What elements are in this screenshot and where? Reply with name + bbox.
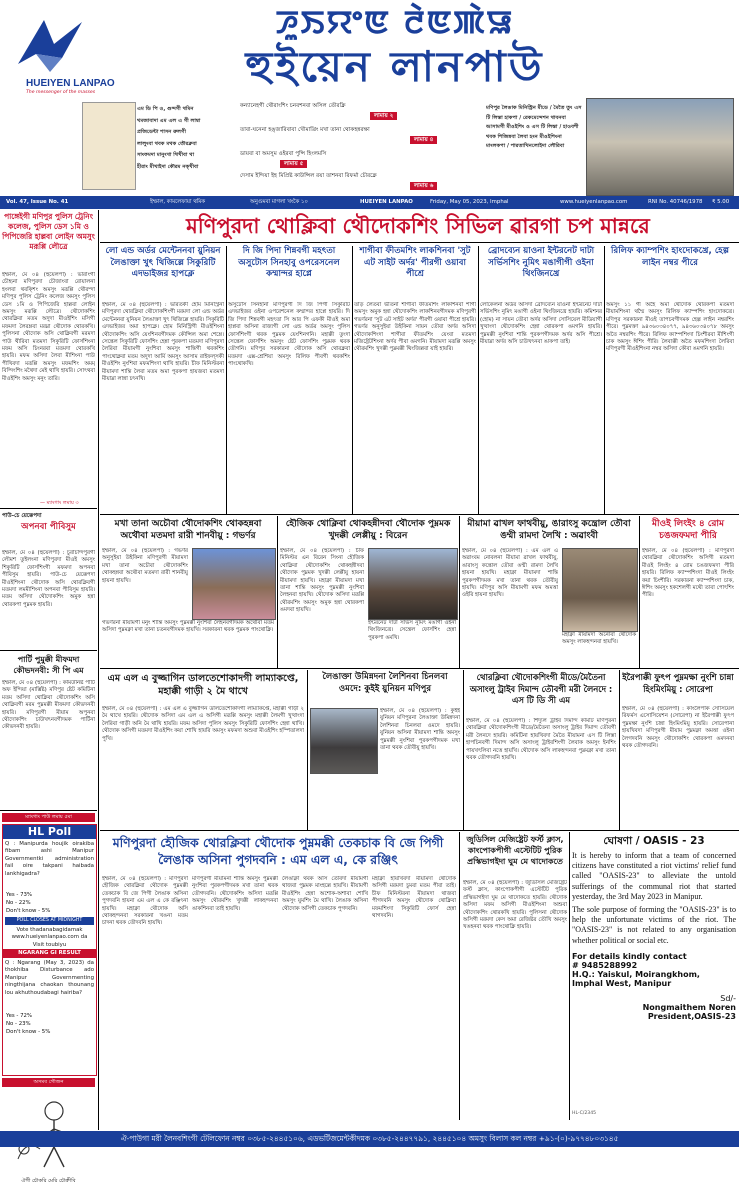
notice-code: HL-C/2345 bbox=[572, 1111, 597, 1116]
mid-story4-body: ইম্ফাল, মে ০৪ (হুয়েলপা) : মণিপুরদা থোরক্লিবা থৌদোকশিং অসিগী মতমদা মীওই লিংইং ৪ রোম চঙজফমদা পীরি হায়রি। রিলিফ ক্যাম্পশিংদা মীওই লিংইং কয়া চিংশীরি। সরকারনা ক্যাম্পশিংদা চাক, ঈশিং অমসুং হকশেলগী মথৌ তাবা পোৎশিং পীরি। bbox=[642, 548, 734, 599]
bb-headline: জুডিসিল মেজিষ্ট্রেট ফর্স্ট ক্লাস, কাংপোকপীগী এস্টেটিট পুরিক প্রস্কিভাগইদা ঘুম মে থাদোকতে bbox=[466, 835, 564, 866]
chief-minister-photo bbox=[368, 548, 458, 620]
lead-col-3: তাড় লৈতবা ভীতনা শাগীবা ফীতমশিং লাকশিনবা শাগী অমসুং অমুক হন্না থৌদোকশিং লাকশিনবগীদমক মণিপুরগী গভর্ণরনা 'সুট এট সাইট অর্দর' পীরগী ওয়াবা পীশ্রে হায়রি। গভর্ণর অনুসুইয়া উইকিনা সায়ন তৌবা অর্দর অসিদা থৌদোকশিংদা শাগীবা ফীতমশিং য়েংবা মতমদা মজিষ্ট্রেটশিংনা অর্দর পীবা ঙমগনি। মীয়ামদা মরূপ্পি অমসুং থৌরমশিং খুদক্কী পুম্নমক্কী থিংজিল্লবা য়াই হায়রি। bbox=[354, 302, 476, 353]
lower-story1-body: ইম্ফাল, মে ০৪ (হুয়েলপা) : এম এল এ বুজ্জাগিন ডালতেশোকাদগী লাম্যাকপ্তে, মহাক্কী গাড়ী ২ মৈ থাখে হায়রি। থৌদোক অসিদা এম এল এ অসিগী মরূপ্পি অমসুং মহাক্কী লৈমগী খুত্থাংদা লৈরিবা গাড়ী অনি মৈ থাখি হায়রি। মফম অসিদা পুলিস অমসুং সিকুরিটি ফোর্সশিং হেন্না থাখি। থৌদোক অসিগী মতমদা মীওইশিং কয়া শোখি হায়রি অমসুং মফমদা অশুবা মীওইশিং হস্পিতালদা পুখি। bbox=[102, 706, 304, 742]
lower-story2-body: ইম্ফাল, মে ০৪ (হুয়েলপা) : কুইই য়ুনিয়ন মণিপুরনা লৈঙাক্তা উমিন্নদনা লৈশিনবা চিনলবা ওমদে হায়রি। য়ুনিয়ন অসিনা মীয়ামদা শান্তি অমসুং পুম্নমক্কী নুংশিবা পুরকপগীদমক মখা তানা থবক তৌবীয়ু হায়খি। bbox=[380, 708, 460, 752]
poll-vote-label[interactable]: Vote thadanabagidamak www.hueiyenlanpao.com da Visit toubiyu bbox=[11, 927, 88, 948]
poll-closes: POLL CLOSES AT MIDNIGHT bbox=[5, 917, 94, 925]
left-story2-kicker: পাউ-চে য়েক্কেপদা bbox=[2, 513, 42, 519]
lead-kicker: ব্রোদব্যেন য়াওনা ইন্টরনেট দাটা সর্ভিসশিং নুমিৎ মঙাগীগী ওইনা থিংজিনখ্রে bbox=[487, 246, 595, 279]
bottom-col-1: ইম্ফাল, মে ০৪ (হুয়েলপা) : মণিপুরদা হৌজিক থোরক্লিবা থৌদোক পুম্নমক্কী তেকচাক বি জে পিগী লৈঙাক অসিনা পুগদবনি হায়না এম এল এ কে রঞ্জিৎনা হায়খি। মহাক্না থৌদোক অসি থোকহন্দনবা সরকারনা খঙনা মতম চাদনা থবক তৌদবনি হায়খি। bbox=[102, 876, 188, 927]
lower-story3-body: ইম্ফাল, মে ০৪ (হুয়েলপা) : শিদ্যুল ট্রাইব দিমান্দ কমিটি মণিপুরনা থোরক্লিবা থৌদোকশিংগী মীডে/মৈতৈনা অসাংলু ট্রাইব দিমান্দ তৌবগী মরী লৈনদে হায়রি। কমিটিনা হায়খিবদা মৈতৈ মীয়ামনা এস টি লিস্তা হাপচিনবগী দিমান্দ অসি অসাংলু ট্রাইবশিংগী লৈবাক অমসুং ইনশিং পায়খৎলিবা নত্তে হায়খি। থৌদোক অসি লাকহন্দনবা পুম্নমক্না মখা তানা থবক তৌগদবনি হায়খি। bbox=[466, 718, 616, 762]
union-leader-photo bbox=[310, 708, 378, 774]
lead-kicker: রিলিফ ক্যাম্পশিং হাংদোকখ্রে, হেল্প লাইন নম্বর পীরে bbox=[611, 246, 729, 268]
lead-kicker: শাগীবা ফীতমশিং লাকশিনবা 'সুট এট সাইট অর্দর' পীরগী ওয়াবা পীশ্রে bbox=[359, 246, 471, 279]
teaser-text: দেসাম ইন্দিয়া ইহ মিপ্রিষ্ট কাউন্সিল রয়া তাশনবা রিফর্মা চৌরক্লে bbox=[240, 173, 377, 179]
dateline-paper: HUEIYEN LANPAO bbox=[360, 199, 413, 205]
mid-story3-body2: মহাক্না মীয়ামদা অনৌবা থৌদোক অমসুং লাকহন্দনবা হায়খি। bbox=[562, 632, 636, 646]
result-question: Q : Ngarang (May 3, 2023) da thokhiba Disturbance ado Manipur Governmenting ningthijana chaokan thounang lou akhuthoudabagi hairiba? bbox=[5, 960, 94, 996]
dateline-local-date: অনুগুমবা মাগলা খংকৈ ১০ bbox=[250, 199, 308, 205]
teaser-page-link[interactable]: লামায় ৫ bbox=[280, 160, 307, 168]
masthead bbox=[0, 0, 739, 196]
teaser-left-line: লালুংবা থবক মথক তৌরক্লবা bbox=[137, 140, 197, 147]
left-story3-headline: পার্টি পুমুক্কী মীফমদা কৌভদনবী: সী পি এম bbox=[13, 655, 84, 675]
lead-col-1: ইম্ফাল, মে ০৪ (হুয়েলপা) : ভারতকী হোম মিনিস্ট্রিনা মণিপুরদা থোরক্লিবা থৌদোকশিংগী মরমদা লো এন্ড অর্ডর মেন্টেননবা য়ুনিয়ন লৈঙাক্তা খুৎ থিজিল্লে হায়রি। সিকুরিটি এদভাইজর অমা হাপক্লে। হোম মিনিস্ট্রিগী মীওইশিংনা থৌদোকশিং অসি য়েংশিনবগীদমক কৌন্সিল অমা শেম্লে। সেন্ত্রেল সিকুরিটি ফোর্সশিং হেন্না পুরকপা মতমদা মণিপুরদা লৈরিবা মীয়ামগী নুংশিবা অমসুং শান্তিগী থবকশিং পাংথোক্লবা মতম অদুদা আর্মি অমসুং আসাম রাইফল্সকী মীওইশিং নুংশিবা মফমশিংদা থাখি হায়রি। চীফ মিনিস্টরনা মীয়ামদা শান্তি লৈবা মতম অমা পুরকপা হায়জবা মতমদা মীয়াম্না লান্না চৎনখি। bbox=[102, 302, 224, 383]
teaser-text: কন্যানেহগী থৌরাংশিং চনবশনবা অসিল তৌরক্লি bbox=[240, 103, 346, 109]
lower-story4-headline: ইরৈপাক্কী ফুৎপ পুম্নমক্ষা নুংশি চান্না হিংমিংমিয়ু : সোরেপা bbox=[622, 672, 734, 694]
cartoon-label: অসমব গৌজন bbox=[2, 1078, 95, 1087]
notice-body: It is hereby to inform that a team of concerned citizens have constituted a riot victims' relief fund called "OASIS-23" to alleviate the untold sufferings of the communal riot that started yesterday, the 3rd May 2023 in Manipur. bbox=[572, 851, 736, 901]
notice-title: ঘোষণা / OASIS - 23 bbox=[603, 835, 705, 847]
website-link[interactable]: www.hueiyenlanpao.com bbox=[560, 199, 628, 205]
notice-signatory: Nongmaithem Noren bbox=[642, 1002, 736, 1012]
mid-story2-body: ইম্ফাল, মে ০৪ (হুয়েলপা) : চীফ মিনিস্টর এন বিরেন সিংনা হৌজিক থোক্লিবা থৌদোকশিং থোকহন্নীদবা থৌদোক পুম্নমক খুদক্কী লেপ্পীয়ু হায়না মীয়ামদা হায়খি। মহাক্না মীয়ামদা মখা তানা শান্তি অমসুং পুম্নমক্কী নুংশিবা লৈহনবা হায়খি। থৌদোক অসিদা মরূপ্পি থৌরমশিং অমসুং অমুক হন্না থোরকপা ঙমদবা হায়খি। bbox=[280, 548, 364, 614]
crane-logo-icon bbox=[10, 14, 90, 80]
bottom-headline: মণিপুরদা হৌজিক থোরক্লিবা থৌদোক পুম্নমক্কী তেকচাক বি জে পিগী লৈঙাক অসিনা পুগদবনি : এম এল এ, কে রঞ্জিৎ bbox=[112, 835, 444, 867]
lead-kicker: দি জি পিদা শিন্নবগী মহৎতা অসুটোস সিনহাবু ওপরেসনেল কম্মান্দর হাপ্লে bbox=[238, 246, 340, 279]
lower-story3-headline: থোরক্লিবা থৌদোকশিংগী মীডে/মৈতৈনা অসাংলু ট্রাইব দিমান্দ তৌবগী মরী লৈনদে : এস টি ডি সী এম bbox=[469, 672, 613, 705]
teaser-left-line: এম ডি পি ও, গুন্দগী থমিন bbox=[137, 106, 194, 112]
continued-marker: — ম্যাংগাং লমায় ৩ bbox=[40, 500, 79, 506]
dateline-date: Friday, May 05, 2023, Imphal bbox=[430, 199, 509, 205]
teaser-left-line: থমজাবাদা এম এল এ গী লাম্বা bbox=[137, 117, 201, 124]
governor-photo bbox=[192, 548, 276, 620]
mid-story4-headline: মীওই লিংইং ৪ রোম চঙজফমদা পীরি bbox=[651, 519, 725, 541]
teaser-page-link[interactable]: লামায় ৪ bbox=[410, 136, 437, 144]
teaser-page-link[interactable]: লামায় ৬ bbox=[410, 182, 437, 190]
poll-option-no[interactable]: No - 22% bbox=[6, 900, 31, 906]
cartoon-caption: ঐগী চৌকরি মেরি চৌক্রীবি bbox=[21, 1178, 76, 1184]
oasis-notice bbox=[572, 834, 736, 1118]
bb-body: ইম্ফাল, মে ০৪ (হুয়েলপা) : জুডিসিল মেজিষ্ট্রেট ফর্স্ট ক্লাস, কাংপোকপীগী এস্টেটিট পুরিক প্রস্কিভাগইদা ঘুম মে থাদোকতে হায়রি। থৌদোক অসিদা মফম অসিগী মীওইশিংনা অশুবা থৌদোকশিং থোরকখি হায়রি। পুলিসনা থৌদোক অসিগী মরমদা কেস অমা রেজিষ্টর তৌখি অমসুং খঙহনবা থবক পাংথোক্লি হায়রি। bbox=[463, 880, 567, 931]
left-story2-headline: অপনবা পীবিসুম bbox=[21, 522, 76, 532]
notice-designation: President,OASIS-23 bbox=[647, 1011, 736, 1021]
logo-text: HUEIYEN LANPAO bbox=[26, 78, 115, 89]
teaser-left-line: সাংফমদা মানুংখা থিখীবা থা bbox=[137, 152, 195, 158]
teaser-text: ডায়বা বা অমসুম ওইরবা পুন্সি হিংলমসি bbox=[240, 151, 327, 157]
lower-story2-headline: লৈঙাক্তা উমিন্নদনা লৈশিনবা চিনলবা ওমদে: কুইই য়ুনিয়ন মণিপুর bbox=[322, 672, 448, 694]
lead-headline: মণিপুরদা থোক্লিবা থৌদোকশিং সিভিল ৱারগা চপ মান্নরে bbox=[186, 214, 650, 238]
bottom-col-4: মহাক্না হায়খিবদা মীয়ামদা থৌদোক অসিগী মরমদা চুমবা মতম পীবা তাই। চীফ মিনিস্টরনা মীয়ামদা থাজবা পীগদবনি অমসুং থৌদোক থোক্লিবা মফমশিংদা সিকুরিটি ফোর্স হেন্না থাগদবনি। bbox=[372, 876, 456, 920]
left-story1-body: ইম্ফাল, মে ০৪ (হুয়েলপা) : ভারাংগী চৌহৃনা মণিপুরদা চৌজাংবা রোয়ালনা হংলবা থবক্শিং অমসুং মরূপ্পি থৌরম্দা মণিপুর পুলিস ট্রেনিং কলেজ অমসুং পুলিস ডেস ১মি ও পিপিজেরি হাল্লবা লোইন অমসুং মরূপ্পি লৌত্রে। থৌদোকশিং থোরক্লিবা মতম অদুদা মীওইশিং মসিগী মফমদা লৈরম্লবা মরম্না থৌদোক থোরকখি। পুলিসনা থৌদোক অসি থোক্লিবগী মরমদা পাউ থীরিবা মতমদা সিকুরিটি ফোর্সশিংনা মফম অসি চিংনরবা মতমদা থোরকখি হায়রি। মফম অসিদা লৈবা মীশিংনা পাউ পীখিবদা মরূপ্পি অমসুং মফমশিং অমম্ বিল্দিংশিং মথৈদা মেই থাখি হায়রি। সোৎথবা মীওইশিং অমসুং মনুং তারি। bbox=[2, 272, 95, 382]
teaser-page-link[interactable]: লামায় ২ bbox=[370, 112, 397, 120]
poll-box bbox=[2, 824, 97, 1076]
lead-col-2: অসুটোস সিনহানা মণিপুরগী দি জি পিগী সিকুরিটি এদভাইজর ওইনা ওপরেশনেল কম্মান্দর হাপ্লে হায়রি। দি জি পিদা শিন্নবগী মহৎতা সি আর পি এফকী মীওই অমা হাপ্লবা অসিনা রাজ্যগী লো এন্ড অর্ডর অমসুং পুলিস ফোর্সশিংগী থবক পুম্নমক য়েংশিনগনি। মহাক্কী তুংদা সেন্ত্রেল ফোর্সশিং অমসুং ষ্টেট ফোর্সশিং পুম্নমক থবক তৌগনি। মণিপুর সরকারনা থৌদোক অসি থোরক্লবা মতমদা এক্স-শ্রেশিয়া অমসুং রিলিফ পীবগী থবকশিং পাংথোকখি। bbox=[228, 302, 350, 368]
poll-option-yes[interactable]: Yes - 73% bbox=[6, 892, 33, 898]
logo-tagline: The messenger of the masses bbox=[26, 90, 96, 95]
result-title: NGARANG GI RESULT bbox=[3, 949, 96, 958]
notice-phone[interactable]: # 9485288992 bbox=[572, 960, 638, 970]
poll-question: Q : Manipurda houjik oirakiba fibam ashi Manipur Governmentki administration fail oire takpani haibada lankhigadra? bbox=[5, 841, 94, 877]
masthead-title: হুইয়েন লানপাউ bbox=[245, 42, 545, 91]
mid-story2-headline: হৌজিক থোক্লিবা থোকহন্নীদবা থৌদোক পুম্নমক খুদক্কী লেপ্পীয়ু : বিরেন bbox=[285, 519, 451, 541]
notice-body-2: The sole purpose of forming the "OASIS-23" is to help the unfortunate victims of the riot. The "OASIS-23" is not related to any organisation whether political or social etc. bbox=[572, 905, 736, 945]
left-story2-body: ইম্ফাল, মে ০৪ (হুয়েলপা) : চুরাচান্দপুরগী লৌমশ তুইলংনা মণিপুরদা মীওই অমসুং শিকুরিটি ফোর্সশিংগী মফমদা অপনবা পীবিসুম হায়রি। পাউ-চে য়েক্কেপদা মীওইশিংনা থৌদোক অসি থোরক্লিবগী মতমদা লমমীশিংনা অপনবা পীবিসুম হায়রি। মতম অসিদা থৌদোকশিং অমুক হন্না থোরকপা পুম্নমক হায়রি। bbox=[2, 550, 95, 608]
footer-text: ঐ-পাউগা মরী লৈনবশিংগী টেলিফোন নম্বর ০৩৮৫-২৪৪৫১০৬, এডভর্টিজমেন্টকীদমক ০৩৮৫-২৪৪৭৭৯১, ২৪৪৫১০৪ অমসুং বিলাস কল নম্বর +৯১-(০)-৯৭৭৪৮০৩১৪৫ bbox=[120, 1134, 619, 1143]
lower-story4-body: ইম্ফাল, মে ০৪ (হুয়েলপা) : কাংলৈপাক সোসিয়েল রিফর্মস এসোসিয়েশন (সোরেপা) না ইরৈপাক্কী ফুৎপ পুম্নমক্ষা নুংশি চান্না হিংমিংমিয়ু হায়রি। সোরেপানা হায়খিবদা মণিপুরগী মীয়াম পুম্নমক্না অমত্তা ওইনা লৈগদবনি অমসুং থৌদোকশিং থোরকপা ঙমদনবা থবক তৌগদবনি। bbox=[622, 706, 734, 750]
lead-col-5: অমসুং ১১ গী অহৈ অমা থৌদোক থোরকপা মতমদা মীয়ামশিংনা থম্মৈ অমসুং রিলিফ ক্যাম্পশিং হাংদোকখ্রে। মণিপুর সরকারনা মীওই তাপচবগীদমক হেল্প লাইন নম্বরশিং পীরে। পুম্নমক্তা ৯৪৩৬০৩৪০৭৭, ৯৪৩৬০৩৪০৭৮ অমসুং অতৈ নম্বরশিং পীরে। রিলিফ ক্যাম্পশিংদা চিংশীরবা মীশিংগী চাক অমসুং ঈশিং পীরি। লৈবাক্কী অতৈ মফমশিংদা লৈরিবা মণিপুরগী মীওইশিংনা নম্বর অসিদা কৌবা ঙমগনি হায়রি। bbox=[606, 302, 734, 353]
left-column bbox=[0, 210, 97, 1184]
teaser-left-line: প্রজিডেন্টা শাসন রুলগী bbox=[137, 129, 186, 135]
notice-contact-title: For details kindly contact bbox=[572, 951, 687, 961]
teaser-right: মণিপুর লৈঙাক মিনিস্ট্রিন মীডে / মৈতৈ তুং এস টি লিস্তা হাকপা / রেকমেন্দেশন থাবনবা আসামগী মীওইশিং ও এস টি লিস্তা / হাওবশী থবক শিজিন্নবা লৈবা হংন মীওইশিংনা মাংলকপা / পারতাখিনলোইদা লৌরিবা bbox=[486, 105, 582, 149]
issue-number: Vol. 47, Issue No. 41 bbox=[6, 199, 69, 205]
price: ₹ 5.00 bbox=[712, 199, 730, 205]
mid-story1-body: ইম্ফাল, মে ০৪ (হুয়েলপা) : গভর্ণর অনুসুইয়া উইকিনা মণিপুরগী মীয়ামদা মখা তানা অচৌবা থৌদোকশিং থোকহন্নবা অথৌবা মতমদা রারী শানবীয়ু হায়না হায়খি। bbox=[102, 548, 188, 584]
masthead-top-script: ꯍꯨꯏꯌꯦꯟ ꯂꯥꯟꯄꯥꯎ bbox=[275, 3, 515, 41]
result-dont-know: Don't know - 5% bbox=[6, 1029, 51, 1035]
lower-story1-headline: এম এল এ বুজ্জাগিন ডালতেশোকাদগী লাম্যাকপ্তে, মহাক্কী গাড়ী ২ মৈ থাখে bbox=[107, 673, 299, 697]
mid-story2-body2: ইন্টরনেট দাটা সর্ভিস নুমিৎ মঙাগী ওইনা থিংজিনখ্রে। সেন্ত্রেল ফোর্সশিং হেন্না পুরকপা ঙমখি। bbox=[368, 620, 456, 641]
teaser-center bbox=[240, 100, 480, 194]
result-yes: Yes - 72% bbox=[6, 1013, 33, 1019]
notice-hq-line2: Imphal West, Manipur bbox=[572, 978, 672, 988]
notice-sd: Sd/- bbox=[720, 993, 736, 1003]
notice-hq-line1: H.Q.: Yaiskul, Moirangkhom, bbox=[572, 969, 700, 979]
mid-story3-headline: মীয়ামা ৱাখল ফাথবীয়ু, ঙারাংসু কন্ত্রোল তৌবা ঙম্মী রামদা লৈখি : অৱাংবী bbox=[467, 519, 631, 541]
poll-option-dont-know[interactable]: Don't know - 5% bbox=[6, 908, 51, 914]
mla-photo bbox=[562, 548, 638, 632]
rni-number: RNI No. 40746/1978 bbox=[648, 199, 703, 205]
teaser-left-photo bbox=[82, 102, 136, 190]
left-story1-headline: পাঙ্গেইগী মণিপুর পুলিস ট্রেনিং কলেজ, পুলিস ডেস ১মি ও পিপিজেরি হাল্লবা লোইন অমসুং মরূপ্পি লৌত্রে bbox=[2, 212, 95, 251]
dateline-place: ইম্ফাল, কামলেফায়া থমিক bbox=[150, 199, 206, 205]
poll-title: HL Poll bbox=[3, 825, 96, 839]
dateline-bar bbox=[0, 196, 739, 209]
poll-strip: ম্যাংগাং পাউ লমায় ৫মা bbox=[2, 813, 95, 822]
teaser-left bbox=[137, 104, 237, 188]
teaser-left-line: হীরাং মীখাইদা কৌরম নক্খীবা bbox=[137, 163, 199, 170]
bottom-col-3: লৈঙাক্না থবক অসি তৌবদা মীয়ামগী থাজবা পুম্নমক মাংহল্লে হায়খি। মীয়ামগী মীওইশিং হেন্না অশোক-অশাবা শোখি অমসুং য়ুমশিং মৈ থাখি। লৈঙাক অসিনা থৌদোক অসিগী তেকচাক পুগদবনি। bbox=[282, 876, 368, 912]
mid-story3-body: ইম্ফাল, মে ০৪ (হুয়েলপা) : এম এল এ অৱাংবম নোবলনা মীয়ামা ৱাখল ফাথবীয়ু, ঙারাংসু কন্ত্রোল তৌবা ঙম্মী রামদা লৈখি হায়না হায়খি। মহাক্না মীয়ামদা শান্তি পুরকপগীদমক মখা তানা থবক তৌবীয়ু হায়খি। মণিপুর অসি মীয়ামগী মফম অমত্তা ওইরি হায়না হায়খি। bbox=[462, 548, 558, 599]
teaser-right-photo bbox=[586, 98, 734, 196]
bottom-col-2: মণিপুরগী মীয়ামনা শান্তি অমসুং পুম্নমক্কী নুংশিবা পুরকপগীদমক মখা তানা থবক তৌগদবনি। থৌদোকশিং অসিদা মরূপ্পি অমসুং থৌরমশিং খুদক্কী লাকহন্দনবা ঙাকশিনবা তাই হায়খি। bbox=[192, 876, 278, 912]
teaser-text: তাবা-ঘনেনা হঙ্জারিবাবা খৌমাখ্রিং মখা তানা থোকহন্নরক্ষা bbox=[240, 127, 370, 133]
lead-kicker: লো এন্ড অর্ডর মেন্টেননবা য়ুনিয়ন লৈঙাক্তা খুৎ থিজিল্লে সিকুরিটি এদভাইজর হাপক্লে bbox=[105, 246, 221, 279]
left-story3-body: ইম্ফাল, মে ০৪ (হুয়েলপা) : কমিউনিষ্ট পার্টি অফ ইন্দিয়া (মার্ক্সিষ্ট) মণিপুর ষ্টেট কমিটিনা মতম অসিদা থোক্লিবা থৌদোকশিং অসি থোক্লিবগী মরম পুম্নমক্কী মীফমদা কৌভদনবী হায়রি। মণিপুরগী মীয়াম অপুনবা থৌদোকশিং চাউখৎনবগীদমক পার্টিনা কৌভদনবী হায়রি। bbox=[2, 680, 95, 731]
mid-story1-body2: গভর্ণরনা মীয়ামগী মনুং শান্তি অমসুং পুম্নমক্কী নুংশিবা লৈহনবগীদমক অথৌবা মতম অসিদা পুম্নমক্না মখা তানা চতনবগীদমক হায়খি। সরকারনা থবক পুম্নমক পাংথোক্লি। bbox=[102, 620, 274, 634]
lead-col-4: লোকেলনা অর্ডর অসিদা ব্রোদব্যেন য়াওনা ইন্টরনেট দাটা সর্ভিসশিং নুমিৎ মঙাগী ওইনা থিংজিনখ্রে হায়রি। কমিশনর (হোম) না সায়ন তৌবা অর্দর অসিদা সোসিয়েল মীডিয়াগী খুত্থাংদা থৌদোকশিং হেন্না থোরকপা ঙমগনি হায়রি। পুম্নমক্কী নুংশিবা শান্তি পুরকপগীদমক অর্দর অসি পীশ্রে। মীয়াম্না অর্দর অসি চাউখৎনবা ঙাকপা তাই। bbox=[480, 302, 602, 346]
mid-story1-headline: মখা তানা অচৌবা থৌদোকশিং থোকহন্নবা অথৌবা মতমদা রারী শানবীয়ু : গভর্ণর bbox=[114, 519, 262, 541]
result-no: No - 23% bbox=[6, 1021, 31, 1027]
